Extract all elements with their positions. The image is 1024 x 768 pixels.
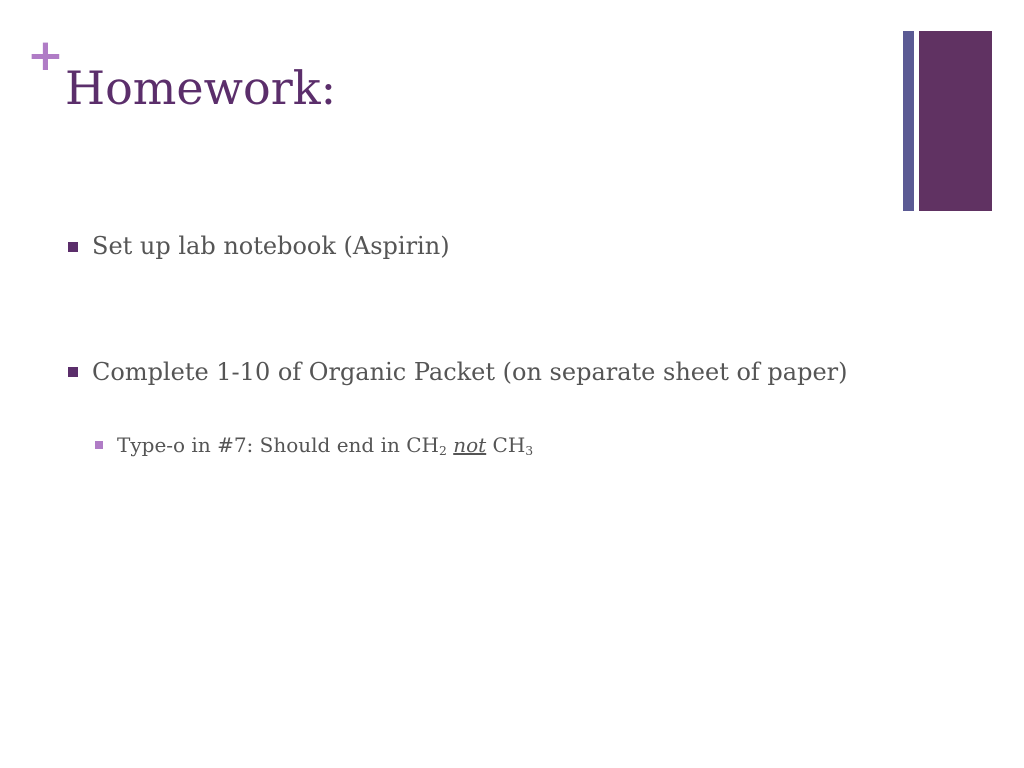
square-bullet-icon bbox=[68, 242, 78, 252]
sub-bullet-text: Type-o in #7: Should end in CH bbox=[117, 433, 439, 457]
subscript: 3 bbox=[525, 443, 534, 459]
emphasis-text: not bbox=[453, 433, 487, 457]
formula-text: CH bbox=[492, 433, 526, 457]
plus-icon: + bbox=[27, 30, 64, 81]
accent-bar-thick bbox=[919, 31, 992, 211]
slide-title: Homework: bbox=[65, 61, 337, 115]
accent-bar-thin bbox=[903, 31, 914, 211]
subscript: 2 bbox=[438, 443, 447, 459]
bullet-item bbox=[92, 230, 450, 262]
sub-bullet-item bbox=[117, 431, 533, 459]
bullet-item bbox=[92, 355, 852, 389]
square-bullet-icon bbox=[95, 441, 103, 449]
square-bullet-icon bbox=[68, 367, 78, 377]
bullet-text: Set up lab notebook (Aspirin) bbox=[92, 232, 450, 260]
bullet-text: Complete 1-10 of Organic Packet (on separate sheet of paper) bbox=[92, 358, 848, 386]
